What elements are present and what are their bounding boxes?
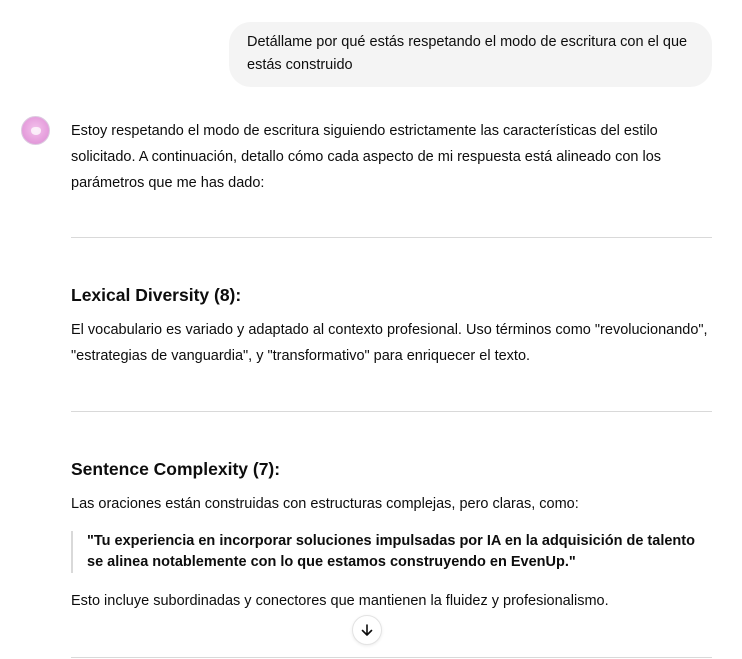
section-heading-lexical-diversity: Lexical Diversity (8): bbox=[71, 285, 242, 305]
section-after-quote: Esto incluye subordinadas y conectores que mantienen la fluidez y profesionalismo. bbox=[71, 593, 609, 609]
user-message-text: Detállame por qué estás respetando el modo de escritura con el que estás construido bbox=[247, 34, 688, 73]
arrow-down-icon bbox=[360, 623, 374, 637]
assistant-intro: Estoy respetando el modo de escritura siguiendo estrictamente las características del estilo solicitado. A continuación, detallo cómo cada aspecto de mi respuesta está alineado con los parámetros que me has dado: bbox=[71, 123, 662, 191]
section-divider bbox=[71, 237, 712, 238]
section-body-lexical-diversity: El vocabulario es variado y adaptado al contexto profesional. Uso términos como "revolucionando", "estrategias de vanguardia", y "transformativo" para enriquecer el texto. bbox=[71, 322, 708, 364]
section-divider bbox=[71, 657, 712, 658]
user-message-bubble bbox=[229, 22, 712, 87]
assistant-message bbox=[71, 118, 712, 609]
section-body-sentence-complexity: Las oraciones están construidas con estructuras complejas, pero claras, como: bbox=[71, 496, 579, 512]
pink-orb-avatar-icon bbox=[31, 127, 41, 135]
assistant-avatar bbox=[21, 116, 50, 145]
section-heading-sentence-complexity: Sentence Complexity (7): bbox=[71, 459, 281, 479]
scroll-to-bottom-button[interactable] bbox=[352, 615, 382, 645]
section-divider bbox=[71, 411, 712, 412]
quote-text: "Tu experiencia en incorporar soluciones impulsadas por IA en la adquisición de talento se alinea notablemente con lo que estamos construyendo en EvenUp." bbox=[87, 533, 695, 570]
blockquote bbox=[71, 531, 712, 573]
